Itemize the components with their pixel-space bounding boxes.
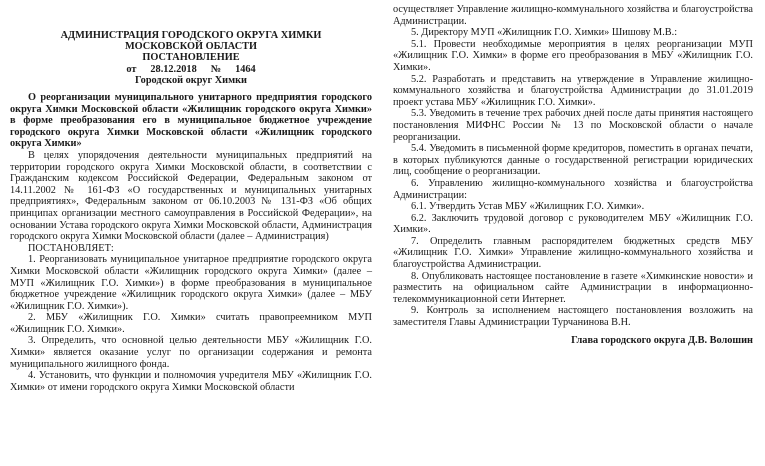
clause-5-4: 5.4. Уведомить в письменной форме кредиторов, поместить в органах печати, в которых публикуются данные о государственной регистрации юридических лиц, сообщение о реорганизации. (393, 143, 753, 178)
region-name: МОСКОВСКОЙ ОБЛАСТИ (124, 41, 258, 53)
clause-3: 3. Определить, что основной целью деятельности МБУ «Жилищник Г.О. Химки» является оказание услуг по организации содержания и ремонта муниципального жилищного фонда. (10, 335, 372, 370)
left-column (10, 4, 372, 393)
document-type: ПОСТАНОВЛЕНИЕ (142, 52, 240, 64)
decree-title: О реорганизации муниципального унитарного предприятия городского округа Химки Московской области «Жилищник городского округа Химки» в форме преобразования его в муниципальное бюджетное учреждение городского округа Химки Московской области «Жилищник городского округа Химки» (10, 92, 372, 150)
signature: Глава городского округа Д.В. Волошин (571, 334, 753, 346)
document-header (10, 30, 372, 86)
date-prefix: от (126, 63, 137, 75)
clause-4-continued: осуществляет Управление жилищно-коммунального хозяйства и благоустройства Администрации. (393, 4, 753, 27)
clause-9: 9. Контроль за исполнением настоящего постановления возложить на заместителя Главы Администрации Турчанинова В.Н. (393, 305, 753, 329)
number-prefix: № (210, 63, 222, 75)
clause-8: 8. Опубликовать настоящее постановление в газете «Химкинские новости» и разместить на официальном сайте Администрации в информационно-телекоммуникационной сети Интернет. (393, 270, 753, 305)
decree-date: 28.12.2018 (150, 63, 197, 75)
clause-2: 2. МБУ «Жилищник Г.О. Химки» считать правопреемником МУП «Жилищник Г.О. Химки». (10, 312, 372, 335)
preamble: В целях упорядочения деятельности муниципальных предприятий на территории городского округа Химки Московской области, в соответствии с Гражданским кодексом Российской Федерации, Федеральным законом от 14.11.2002 № 161-ФЗ «О государственных и муниципальных унитарных предприятиях», Федеральным законом от 06.10.2003 № 131-ФЗ «Об общих принципах организации местного самоуправления в Российской Федерации», на основании Устава городского округа Химки Московской области, Администрация городского округа Химки Московской области (далее – Администрация) (10, 149, 372, 243)
clause-6-1: 6.1. Утвердить Устав МБУ «Жилищник Г.О. Химки». (411, 201, 645, 213)
decree-number: 1464 (235, 63, 256, 75)
decree-date-number (10, 64, 372, 75)
clause-5: 5. Директору МУП «Жилищник Г.О. Химки» Шишову М.В.: (411, 27, 678, 39)
administration-name: АДМИНИСТРАЦИЯ ГОРОДСКОГО ОКРУГА ХИМКИ (60, 30, 322, 41)
clause-5-3: 5.3. Уведомить в течение трех рабочих дней после даты принятия настоящего постановления МИФНС России № 13 по Московской области о начале реорганизации. (393, 108, 753, 143)
clause-6: 6. Управлению жилищно-коммунального хозяйства и благоустройства Администрации: (393, 177, 753, 201)
clause-5-2: 5.2. Разработать и представить на утверждение в Управление жилищно-коммунального хозяйства и благоустройства Администрации до 31.01.2019 проект устава МБУ «Жилищник Г.О. Химки». (393, 73, 753, 108)
right-column (393, 4, 753, 346)
clause-4: 4. Установить, что функции и полномочия учредителя МБУ «Жилищник Г.О. Химки» от имени городского округа Химки Московской области (10, 370, 372, 393)
clause-6-2: 6.2. Заключить трудовой договор с руководителем МБУ «Жилищник Г.О. Химки». (393, 212, 753, 236)
resolve-label: ПОСТАНОВЛЯЕТ: (28, 242, 114, 254)
clause-1: 1. Реорганизовать муниципальное унитарное предприятие городского округа Химки Московской области «Жилищник городского округа Химки» (далее – МУП «Жилищник Г.О. Химки») в форме преобразования в муниципальное бюджетное учреждение «Жилищник городского округа Химки» (далее – МБУ «Жилищник Г.О. Химки»). (10, 254, 372, 312)
clause-5-1: 5.1. Провести необходимые мероприятия в целях реорганизации МУП «Жилищник Г.О. Химки» в форме его преобразования в МБУ «Жилищник Г.О. Химки». (393, 38, 753, 73)
place-name: Городской округ Химки (135, 74, 247, 86)
clause-7: 7. Определить главным распорядителем бюджетных средств МБУ «Жилищник Г.О. Химки» Управление жилищно-коммунального хозяйства и благоустройства Администрации. (393, 235, 753, 271)
